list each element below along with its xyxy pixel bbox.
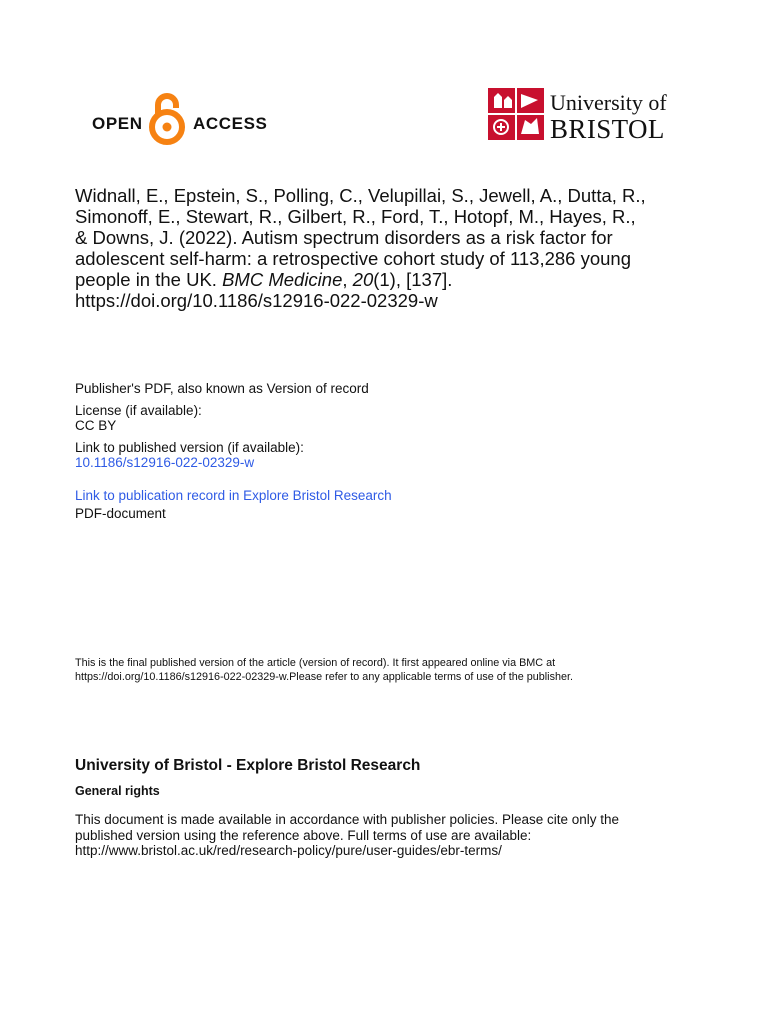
terms-url: http://www.bristol.ac.uk/red/research-policy/pure/user-guides/ebr-terms/ <box>75 843 502 858</box>
publication-record-link[interactable]: Link to publication record in Explore Bristol Research <box>75 487 392 503</box>
note-line: https://doi.org/10.1186/s12916-022-02329-w.Please refer to any applicable terms of use of the publisher. <box>75 671 573 683</box>
citation-line: adolescent self-harm: a retrospective cohort study of 113,286 young <box>75 248 632 269</box>
university-of-bristol-logo <box>488 88 688 144</box>
open-access-logo <box>92 88 272 148</box>
body-line: This document is made available in accordance with publisher policies. Please cite only the <box>75 812 620 827</box>
license-value: CC BY <box>75 418 117 433</box>
citation-doi: https://doi.org/10.1186/s12916-022-02329-w <box>75 290 438 311</box>
published-version-link[interactable]: 10.1186/s12916-022-02329-w <box>75 455 255 470</box>
body-line: published version using the reference above. Full terms of use are available: <box>75 827 532 843</box>
journal-volume: 20 <box>352 269 374 290</box>
citation-line: Simonoff, E., Stewart, R., Gilbert, R., Ford, T., Hotopf, M., Hayes, R., <box>75 206 636 227</box>
open-access-word-access: ACCESS <box>193 114 268 133</box>
section-subtitle: General rights <box>75 784 160 798</box>
citation-text: , <box>342 269 353 290</box>
explore-bristol-research-section <box>75 757 725 859</box>
license-label: License (if available): <box>75 402 202 418</box>
published-version-label: Link to published version (if available): <box>75 439 304 455</box>
university-of-text: University of <box>550 90 667 115</box>
open-access-word-open: OPEN <box>92 114 143 133</box>
note-line: This is the final published version of the article (version of record). It first appeared online via BMC at <box>75 657 556 669</box>
version-note <box>75 656 705 684</box>
journal-name: BMC Medicine <box>222 269 343 290</box>
open-access-lock-icon <box>149 88 185 148</box>
citation-block <box>75 185 715 311</box>
section-body <box>75 812 725 859</box>
citation-line: & Downs, J. (2022). Autism spectrum disorders as a risk factor for <box>75 227 613 248</box>
record-info <box>75 381 715 522</box>
bristol-crest-icon <box>488 88 544 140</box>
citation-line <box>75 269 715 290</box>
citation-text: (1), [137]. <box>373 269 453 290</box>
section-title: University of Bristol - Explore Bristol Research <box>75 757 421 774</box>
citation-text: people in the UK. <box>75 269 223 290</box>
pdf-document-label: PDF-document <box>75 506 166 521</box>
version-text: Publisher's PDF, also known as Version of record <box>75 381 369 396</box>
citation-line: Widnall, E., Epstein, S., Polling, C., Velupillai, S., Jewell, A., Dutta, R., <box>75 185 646 206</box>
bristol-text: BRISTOL <box>550 114 665 144</box>
